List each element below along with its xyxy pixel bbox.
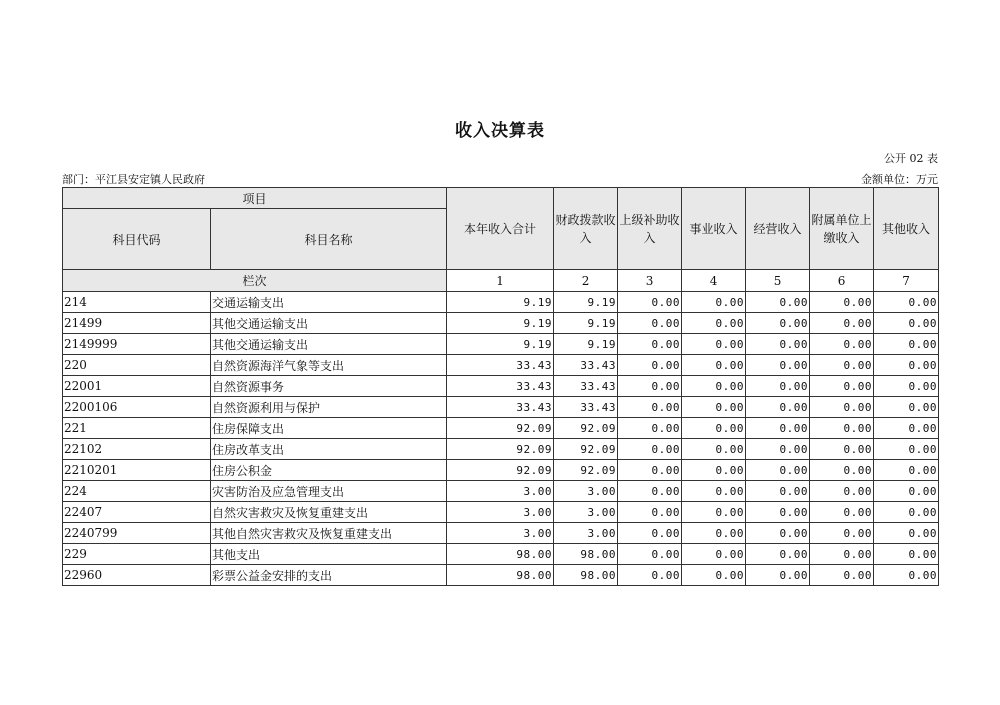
table-body [63,292,939,586]
row-value: 0.00 [810,565,874,586]
row-value: 98.00 [447,565,554,586]
row-value: 0.00 [810,502,874,523]
row-value: 3.00 [554,502,618,523]
table-row [63,502,939,523]
row-value: 0.00 [746,376,810,397]
row-value: 9.19 [447,292,554,313]
row-value: 3.00 [554,481,618,502]
row-value: 92.09 [554,460,618,481]
row-value: 0.00 [682,418,746,439]
row-code: 2210201 [63,460,211,481]
row-value: 0.00 [618,418,682,439]
col-num: 3 [618,270,682,292]
row-value: 0.00 [874,418,939,439]
row-value: 0.00 [874,481,939,502]
table-row [63,376,939,397]
row-name: 住房公积金 [211,460,447,481]
row-value: 0.00 [682,460,746,481]
row-value: 0.00 [874,313,939,334]
table-row [63,460,939,481]
row-value: 33.43 [447,397,554,418]
row-value: 0.00 [810,544,874,565]
table-row [63,565,939,586]
row-value: 33.43 [554,397,618,418]
row-name: 其他自然灾害救灾及恢复重建支出 [211,523,447,544]
header-code: 科目代码 [63,209,211,270]
row-name: 其他交通运输支出 [211,313,447,334]
header-business: 事业收入 [682,188,746,270]
row-name: 灾害防治及应急管理支出 [211,481,447,502]
row-value: 9.19 [554,313,618,334]
row-code: 224 [63,481,211,502]
col-num: 1 [447,270,554,292]
row-value: 98.00 [554,544,618,565]
row-value: 0.00 [682,334,746,355]
row-value: 0.00 [746,292,810,313]
row-value: 0.00 [682,376,746,397]
row-value: 92.09 [554,418,618,439]
row-value: 0.00 [618,502,682,523]
row-code: 2200106 [63,397,211,418]
header-col-label: 栏次 [63,270,447,292]
row-value: 0.00 [810,523,874,544]
row-name: 自然灾害救灾及恢复重建支出 [211,502,447,523]
row-name: 其他交通运输支出 [211,334,447,355]
row-value: 0.00 [746,460,810,481]
row-value: 33.43 [554,376,618,397]
row-value: 0.00 [746,334,810,355]
row-value: 0.00 [682,355,746,376]
row-value: 0.00 [874,397,939,418]
row-value: 98.00 [554,565,618,586]
row-code: 22960 [63,565,211,586]
row-value: 0.00 [618,565,682,586]
row-value: 0.00 [746,355,810,376]
table-row [63,439,939,460]
row-value: 9.19 [447,313,554,334]
row-value: 0.00 [874,523,939,544]
col-num: 6 [810,270,874,292]
row-value: 0.00 [618,544,682,565]
row-value: 0.00 [682,313,746,334]
row-value: 0.00 [810,313,874,334]
row-value: 0.00 [810,292,874,313]
row-value: 92.09 [554,439,618,460]
col-num: 5 [746,270,810,292]
table-row [63,292,939,313]
col-num: 7 [874,270,939,292]
header-superior: 上级补助收入 [618,188,682,270]
form-number: 公开 02 表 [884,152,938,165]
row-name: 彩票公益金安排的支出 [211,565,447,586]
row-value: 0.00 [746,397,810,418]
row-value: 0.00 [874,502,939,523]
row-value: 0.00 [618,439,682,460]
row-value: 0.00 [618,481,682,502]
row-name: 住房改革支出 [211,439,447,460]
row-code: 22407 [63,502,211,523]
row-value: 0.00 [874,334,939,355]
row-value: 0.00 [810,376,874,397]
department-label: 部门：平江县安定镇人民政府 [62,173,205,186]
row-code: 221 [63,418,211,439]
row-name: 自然资源事务 [211,376,447,397]
row-value: 0.00 [810,460,874,481]
row-value: 0.00 [746,313,810,334]
row-value: 9.19 [447,334,554,355]
row-value: 3.00 [447,523,554,544]
row-value: 0.00 [810,418,874,439]
row-value: 98.00 [447,544,554,565]
row-value: 0.00 [810,355,874,376]
row-value: 0.00 [682,397,746,418]
row-code: 2240799 [63,523,211,544]
row-value: 9.19 [554,334,618,355]
row-name: 自然资源海洋气象等支出 [211,355,447,376]
row-value: 0.00 [746,481,810,502]
row-value: 9.19 [554,292,618,313]
row-value: 3.00 [554,523,618,544]
row-value: 0.00 [746,502,810,523]
row-value: 0.00 [874,376,939,397]
table-row [63,523,939,544]
row-value: 0.00 [746,439,810,460]
row-value: 3.00 [447,481,554,502]
header-fiscal: 财政拨款收入 [554,188,618,270]
row-value: 33.43 [554,355,618,376]
row-value: 0.00 [810,439,874,460]
row-value: 0.00 [874,544,939,565]
page-title: 收入决算表 [455,121,545,141]
header-operating: 经营收入 [746,188,810,270]
row-value: 0.00 [874,565,939,586]
row-name: 其他支出 [211,544,447,565]
row-value: 0.00 [682,523,746,544]
row-name: 交通运输支出 [211,292,447,313]
row-value: 0.00 [618,313,682,334]
header-other: 其他收入 [874,188,939,270]
row-value: 33.43 [447,376,554,397]
row-value: 3.00 [447,502,554,523]
table-row [63,418,939,439]
row-value: 0.00 [874,292,939,313]
table-row [63,397,939,418]
table-row [63,544,939,565]
row-code: 229 [63,544,211,565]
row-code: 2149999 [63,334,211,355]
header-name: 科目名称 [211,209,447,270]
row-value: 0.00 [810,481,874,502]
row-value: 0.00 [746,418,810,439]
row-value: 0.00 [874,355,939,376]
row-value: 0.00 [618,292,682,313]
col-num: 2 [554,270,618,292]
row-value: 0.00 [618,376,682,397]
table-row [63,481,939,502]
unit-label: 金额单位：万元 [861,173,938,186]
row-value: 0.00 [746,565,810,586]
row-value: 92.09 [447,418,554,439]
row-value: 0.00 [682,544,746,565]
row-value: 0.00 [682,481,746,502]
row-value: 0.00 [682,292,746,313]
col-num: 4 [682,270,746,292]
income-table [62,187,939,586]
row-value: 0.00 [682,565,746,586]
header-project: 项目 [63,188,447,209]
row-value: 0.00 [746,523,810,544]
table-row [63,355,939,376]
row-name: 自然资源利用与保护 [211,397,447,418]
row-value: 92.09 [447,460,554,481]
header-affiliated: 附属单位上缴收入 [810,188,874,270]
row-value: 0.00 [874,439,939,460]
table-row [63,313,939,334]
row-code: 21499 [63,313,211,334]
row-value: 0.00 [618,523,682,544]
row-value: 0.00 [618,334,682,355]
row-code: 22001 [63,376,211,397]
row-value: 92.09 [447,439,554,460]
row-value: 0.00 [746,544,810,565]
row-value: 0.00 [810,334,874,355]
table-row [63,334,939,355]
table-header [63,188,939,292]
row-value: 0.00 [682,439,746,460]
row-value: 0.00 [618,397,682,418]
row-code: 220 [63,355,211,376]
row-value: 0.00 [618,355,682,376]
row-value: 0.00 [682,502,746,523]
row-name: 住房保障支出 [211,418,447,439]
row-value: 0.00 [874,460,939,481]
header-total: 本年收入合计 [447,188,554,270]
row-value: 33.43 [447,355,554,376]
row-code: 22102 [63,439,211,460]
row-code: 214 [63,292,211,313]
row-value: 0.00 [810,397,874,418]
row-value: 0.00 [618,460,682,481]
